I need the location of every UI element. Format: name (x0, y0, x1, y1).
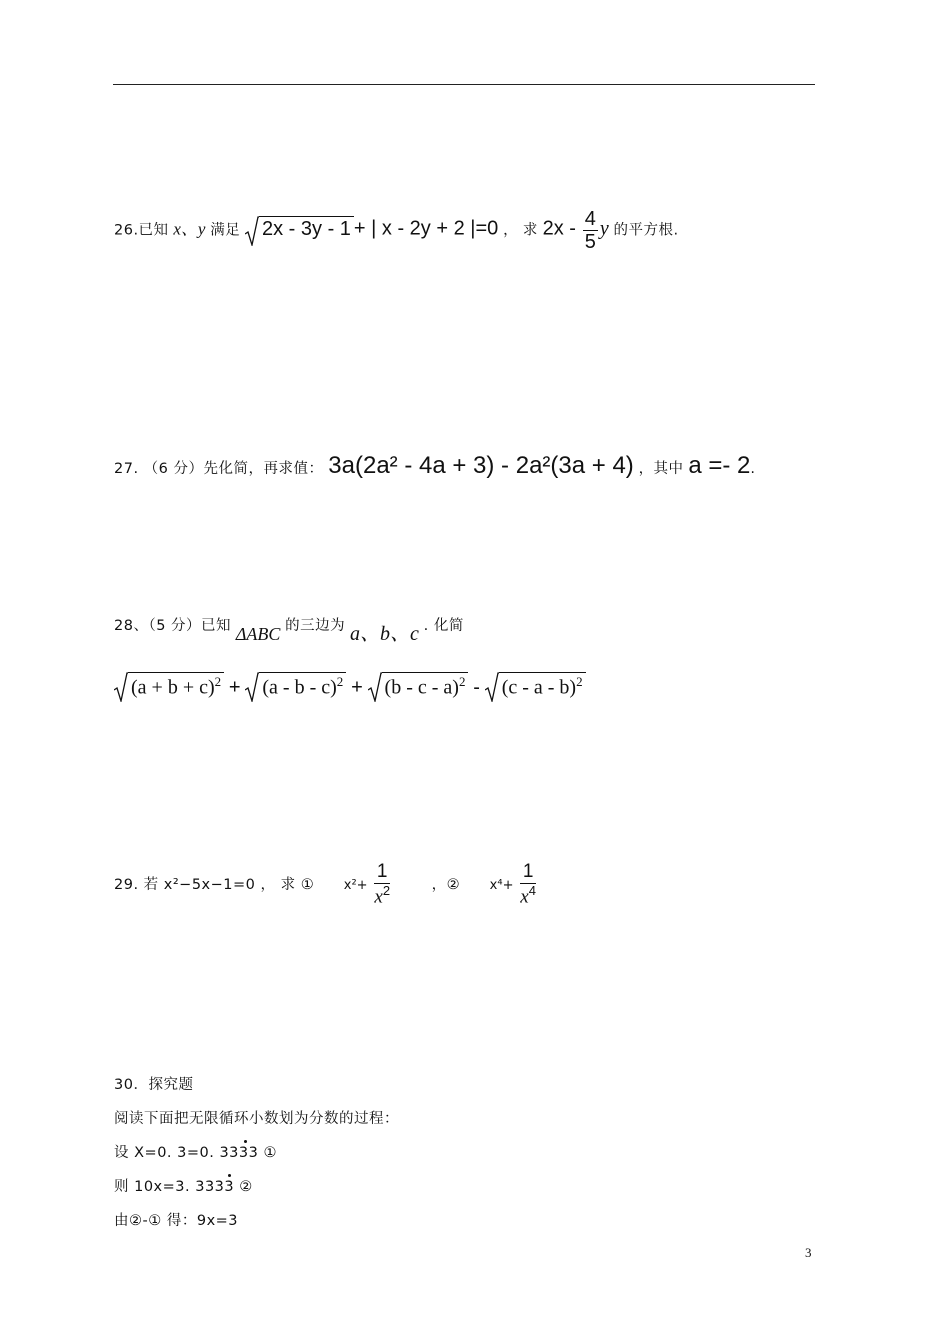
q27-condition: a =- 2 (688, 452, 751, 479)
q28-mid: 的三边为 (285, 618, 346, 634)
q28-exp-2: 2 (336, 674, 344, 689)
repeat-dot-icon (228, 1174, 231, 1177)
q26-frac-num: 4 (584, 208, 596, 230)
q28-term-4: (c - a - b) (501, 676, 577, 699)
q27-expression: 3a(2a² - 4a + 3) - 2a²(3a + 4) (328, 452, 634, 479)
repeat-dot-icon (244, 1140, 247, 1143)
q27-prefix: 27. （6 分）先化简，再求值： (114, 461, 324, 477)
q28-sqrt-1 (114, 672, 224, 700)
header-rule (113, 84, 815, 85)
q29-part1-exp: 2 (382, 882, 391, 898)
radical-sign-icon (485, 672, 499, 702)
q29-part1-den: x (374, 886, 383, 908)
q28-sqrt-2 (245, 672, 346, 700)
q30-line-1: 阅读下面把无限循环小数划为分数的过程： (114, 1111, 399, 1127)
q28-end: . 化简 (423, 618, 464, 634)
q29-part2-den: x (520, 886, 529, 908)
question-28 (114, 607, 464, 645)
page-number: 3 (805, 1245, 812, 1260)
q29-part2-base: x⁴+ (489, 878, 514, 894)
question-29 (114, 862, 538, 908)
question-27 (114, 452, 756, 480)
q27-end: . (750, 461, 756, 477)
q29-part2-num: 1 (520, 862, 536, 884)
q26-vars: x、y (173, 219, 206, 239)
q28-triangle: ΔABC (235, 624, 281, 644)
q26-suffix: 的平方根. (613, 222, 679, 239)
q26-abs-term: + | x - 2y + 2 |=0 (353, 217, 499, 240)
q26-radicand: 2x - 3y - 1 (259, 216, 354, 241)
q27-mid: ，其中 (638, 461, 684, 477)
q28-sqrt-4 (485, 672, 586, 700)
radical-sign-icon (245, 216, 259, 246)
q28-term-1: (a + b + c) (131, 676, 215, 699)
q28-expression: $(a + b + c)^2$ + (a - b - c)$^2$ + (b - c - a)$^2$ - (c - a - b)$^2$ (114, 672, 586, 700)
q29-sep: ，② (431, 877, 461, 894)
q26-frac-den: 5 (584, 231, 596, 253)
q26-ask: 求 (522, 222, 538, 239)
radical-sign-icon (368, 672, 382, 702)
q29-prefix: 29. 若 x²−5x−1=0 ， 求 ① (114, 877, 315, 894)
q30-line-2: 设 X=0. 3=0. 3333 ① (114, 1145, 277, 1161)
q28-prefix: 28、（5 分）已知 (114, 618, 232, 634)
q28-sqrt-3 (368, 672, 469, 700)
q26-prefix: 26.已知 (114, 222, 169, 239)
q30-line-4: 由②-① 得：9x=3 (114, 1213, 239, 1229)
q26-sqrt (245, 216, 354, 241)
q29-part1-base: x²+ (343, 878, 368, 894)
radical-sign-icon (245, 672, 259, 702)
q28-exp-4: 2 (576, 674, 583, 689)
q28-term-2: (a - b - c) (262, 676, 337, 699)
q26-expr-var: y (599, 217, 609, 240)
question-26 (114, 208, 679, 253)
q28-term-3: (b - c - a) (384, 676, 459, 699)
q26-fraction (583, 208, 598, 253)
radical-sign-icon (114, 672, 128, 702)
q29-part1-fraction (374, 862, 390, 908)
q30-title: 30．探究题 (114, 1077, 194, 1093)
q30-line-3: 则 10x=3. 3333 ② (114, 1179, 253, 1195)
q28-exp-1: 2 (214, 674, 222, 689)
q26-comma: ， (503, 222, 519, 239)
q28-exp-3: 2 (458, 674, 466, 689)
q28-sides: a、b、c (349, 623, 419, 645)
q26-mid: 满足 (210, 222, 241, 239)
q29-part2-fraction (520, 862, 536, 908)
q29-part2-exp: 4 (528, 882, 536, 898)
q29-part1-num: 1 (374, 862, 390, 884)
q26-expr-left: 2x - (542, 217, 576, 240)
